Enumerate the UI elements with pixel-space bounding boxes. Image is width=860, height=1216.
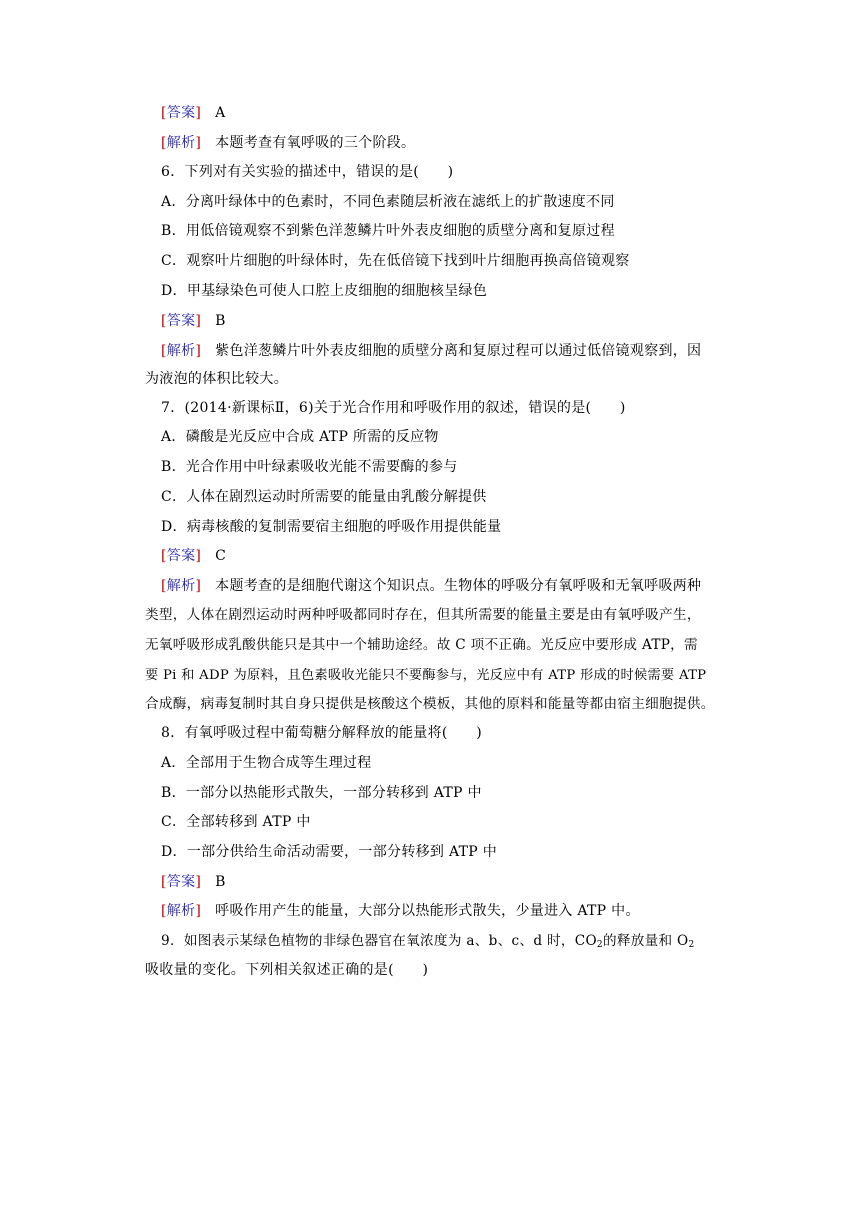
answer-tag: [答案] bbox=[161, 105, 202, 121]
q7-analysis: 本题考查的是细胞代谢这个知识点。生物体的呼吸分有氧呼吸和无氧呼吸两种 bbox=[215, 578, 702, 594]
analysis-tag: [解析] bbox=[161, 135, 202, 151]
q7-option-d: D．病毒核酸的复制需要宿主细胞的呼吸作用提供能量 bbox=[161, 519, 502, 535]
q8-option-c: C．全部转移到 ATP 中 bbox=[161, 814, 311, 830]
q8-analysis-line bbox=[161, 902, 735, 921]
q7-answer: C bbox=[215, 548, 227, 564]
q6-stem: 6．下列对有关实验的描述中，错误的是( ) bbox=[161, 164, 454, 180]
q6-answer: B bbox=[215, 313, 226, 329]
q7-analysis-line3: 无氧呼吸形成乳酸供能只是其中一个辅助途经。故 C 项不正确。光反应中要形成 ATP，需 bbox=[145, 637, 698, 653]
q8-option-a: A．全部用于生物合成等生理过程 bbox=[161, 755, 372, 771]
q5-answer: A bbox=[215, 105, 226, 121]
q6-option-c: C．观察叶片细胞的叶绿体时，先在低倍镜下找到叶片细胞再换高倍镜观察 bbox=[161, 253, 630, 269]
q7-analysis-line2: 类型，人体在剧烈运动时两种呼吸都同时存在，但其所需要的能量主要是由有氧呼吸产生， bbox=[145, 607, 701, 623]
q8-analysis: 呼吸作用产生的能量，大部分以热能形式散失，少量进入 ATP 中。 bbox=[215, 903, 640, 919]
answer-tag: [答案] bbox=[161, 874, 202, 890]
q7-option-a: A．磷酸是光反应中合成 ATP 所需的反应物 bbox=[161, 429, 439, 445]
q8-answer: B bbox=[215, 874, 226, 890]
q7-option-c: C．人体在剧烈运动时所需要的能量由乳酸分解提供 bbox=[161, 489, 487, 505]
q8-stem: 8．有氧呼吸过程中葡萄糖分解释放的能量将( ) bbox=[161, 725, 483, 741]
q7-analysis-line5: 合成酶，病毒复制时其自身只提供是核酸这个模板，其他的原料和能量等都由宿主细胞提供。 bbox=[145, 696, 715, 712]
q5-analysis-line bbox=[161, 134, 735, 153]
q9-stem-line2: 吸收量的变化。下列相关叙述正确的是( ) bbox=[145, 962, 429, 978]
q6-analysis-line2: 为液泡的体积比较大。 bbox=[145, 371, 288, 387]
q5-analysis: 本题考查有氧呼吸的三个阶段。 bbox=[215, 135, 416, 151]
q7-analysis-line1 bbox=[161, 577, 735, 596]
q6-analysis: 紫色洋葱鳞片叶外表皮细胞的质壁分离和复原过程可以通过低倍镜观察到，因 bbox=[215, 343, 702, 359]
q7-analysis-line4: 要 Pi 和 ADP 为原料，且色素吸收光能只不要酶参与，光反应中有 ATP 形成的时候需要 ATP bbox=[145, 668, 707, 683]
answer-tag: [答案] bbox=[161, 548, 202, 564]
q6-option-b: B．用低倍镜观察不到紫色洋葱鳞片叶外表皮细胞的质壁分离和复原过程 bbox=[161, 223, 615, 239]
q9-stem-line1: 9．如图表示某绿色植物的非绿色器官在氧浓度为 a、b、c、d 时，$CO_2$的释放量和 $O_2$ bbox=[161, 933, 695, 950]
analysis-tag: [解析] bbox=[161, 903, 202, 919]
analysis-tag: [解析] bbox=[161, 343, 202, 359]
analysis-tag: [解析] bbox=[161, 578, 202, 594]
q8-answer-line bbox=[161, 873, 735, 892]
q7-answer-line bbox=[161, 547, 735, 566]
q8-option-d: D．一部分供给生命活动需要，一部分转移到 ATP 中 bbox=[161, 844, 498, 860]
q6-answer-line bbox=[161, 312, 735, 331]
answer-tag: [答案] bbox=[161, 313, 202, 329]
q6-option-a: A．分离叶绿体中的色素时，不同色素随层析液在滤纸上的扩散速度不同 bbox=[161, 194, 615, 210]
q8-option-b: B．一部分以热能形式散失，一部分转移到 ATP 中 bbox=[161, 785, 482, 801]
q7-stem: 7．(2014·新课标Ⅱ，6)关于光合作用和呼吸作用的叙述，错误的是( ) bbox=[161, 400, 626, 416]
q7-option-b: B．光合作用中叶绿素吸收光能不需要酶的参与 bbox=[161, 459, 458, 475]
q6-option-d: D．甲基绿染色可使人口腔上皮细胞的细胞核呈绿色 bbox=[161, 283, 488, 299]
q6-analysis-line1 bbox=[161, 342, 735, 361]
q5-answer-line bbox=[161, 104, 735, 123]
